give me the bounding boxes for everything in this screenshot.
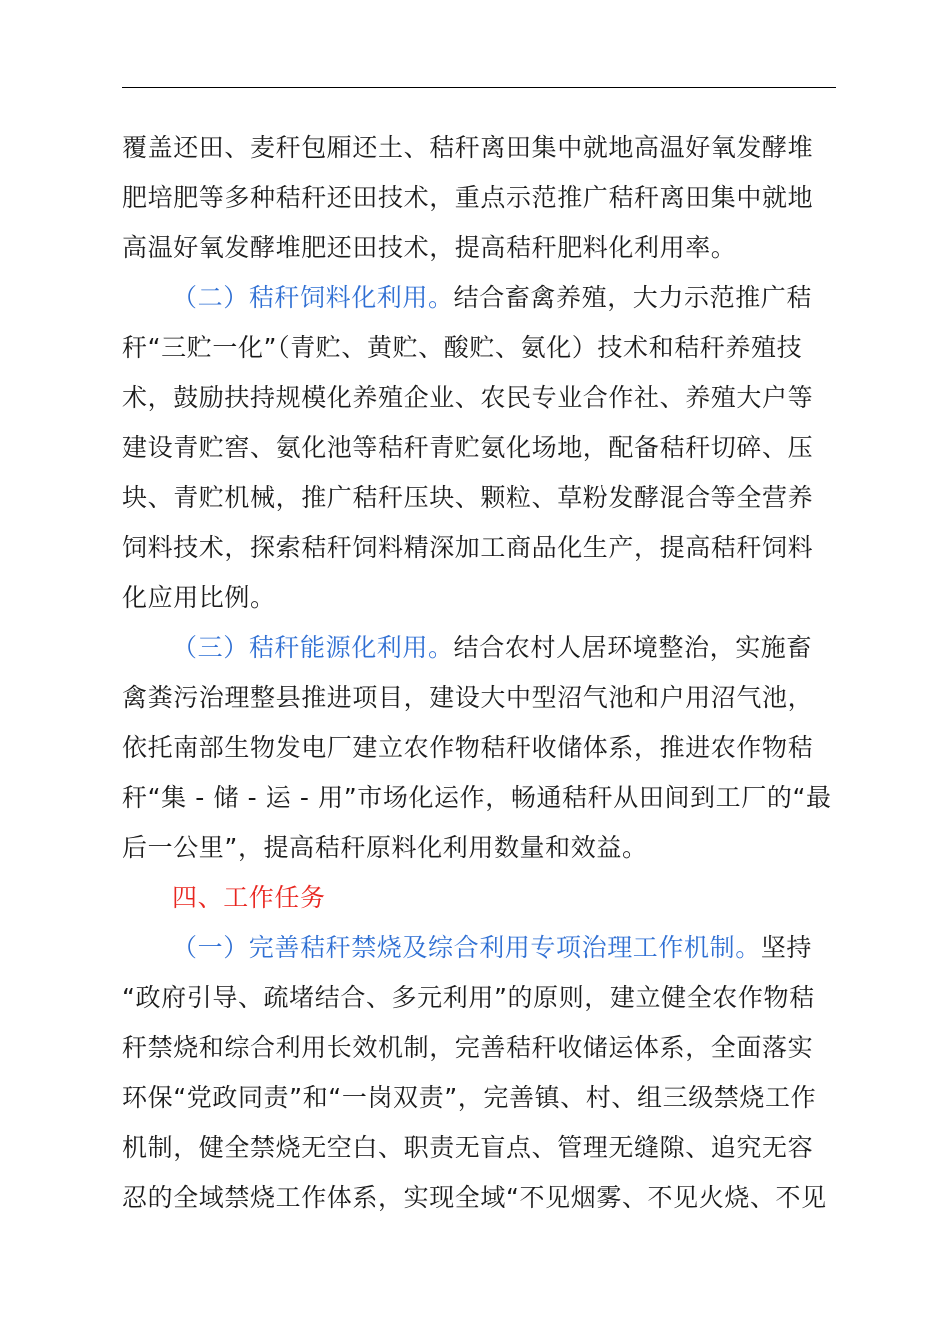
text-line: 秆“集 - 储 - 运 - 用”市场化运作，畅通秸秆从田间到工厂的“最	[122, 783, 832, 812]
text-line: 覆盖还田、麦秆包厢还土、秸秆离田集中就地高温好氧发酵堆	[122, 133, 814, 162]
text-line: 术，鼓励扶持规模化养殖企业、农民专业合作社、养殖大户等	[122, 383, 814, 412]
paragraph-straw-energy	[122, 623, 836, 873]
paragraph-straw-return	[122, 123, 836, 273]
text-segment: 结合畜禽养殖，大力示范推广秸	[453, 283, 813, 312]
header-rule	[122, 87, 836, 88]
text-line: 后一公里”，提高秸秆原料化利用数量和效益。	[122, 833, 648, 862]
text-line: “政府引导、疏堵结合、多元利用”的原则，建立健全农作物秸	[122, 983, 815, 1012]
subheading-straw-energy: （三）秸秆能源化利用。	[172, 633, 454, 662]
text-line: 高温好氧发酵堆肥还田技术，提高秸秆肥料化利用率。	[122, 233, 737, 262]
section-heading: 四、工作任务	[172, 883, 326, 912]
text-line: 秆“三贮一化”（青贮、黄贮、酸贮、氨化）技术和秸秆养殖技	[122, 333, 803, 362]
paragraph-straw-feed	[122, 273, 836, 623]
text-line: 饲料技术，探索秸秆饲料精深加工商品化生产，提高秸秆饲料	[122, 533, 814, 562]
text-line: 块、青贮机械，推广秸秆压块、颗粒、草粉发酵混合等全营养	[122, 483, 814, 512]
text-segment: 坚持	[760, 933, 813, 962]
subheading-mechanism: （一）完善秸秆禁烧及综合利用专项治理工作机制。	[172, 933, 761, 962]
text-line: 建设青贮窖、氨化池等秸秆青贮氨化场地，配备秸秆切碎、压	[122, 433, 814, 462]
text-line: 机制，健全禁烧无空白、职责无盲点、管理无缝隙、追究无容	[122, 1133, 814, 1162]
section-work-tasks	[122, 873, 836, 923]
text-line: 环保“党政同责”和“一岗双责”，完善镇、村、组三级禁烧工作	[122, 1083, 817, 1112]
text-line	[122, 623, 836, 673]
text-line: 禽粪污治理整县推进项目，建设大中型沼气池和户用沼气池，	[122, 683, 814, 712]
paragraph-mechanism	[122, 923, 836, 1223]
subheading-straw-feed: （二）秸秆饲料化利用。	[172, 283, 454, 312]
text-line	[122, 273, 836, 323]
text-line: 化应用比例。	[122, 583, 276, 612]
document-body	[122, 123, 836, 1223]
text-line: 依托南部生物发电厂建立农作物秸秆收储体系，推进农作物秸	[122, 733, 814, 762]
text-line: 肥培肥等多种秸秆还田技术，重点示范推广秸秆离田集中就地	[122, 183, 814, 212]
text-line: 秆禁烧和综合利用长效机制，完善秸秆收储运体系，全面落实	[122, 1033, 814, 1062]
text-line: 忍的全域禁烧工作体系，实现全域“不见烟雾、不见火烧、不见	[122, 1183, 827, 1212]
text-segment: 结合农村人居环境整治，实施畜	[453, 633, 813, 662]
text-line	[122, 923, 836, 973]
